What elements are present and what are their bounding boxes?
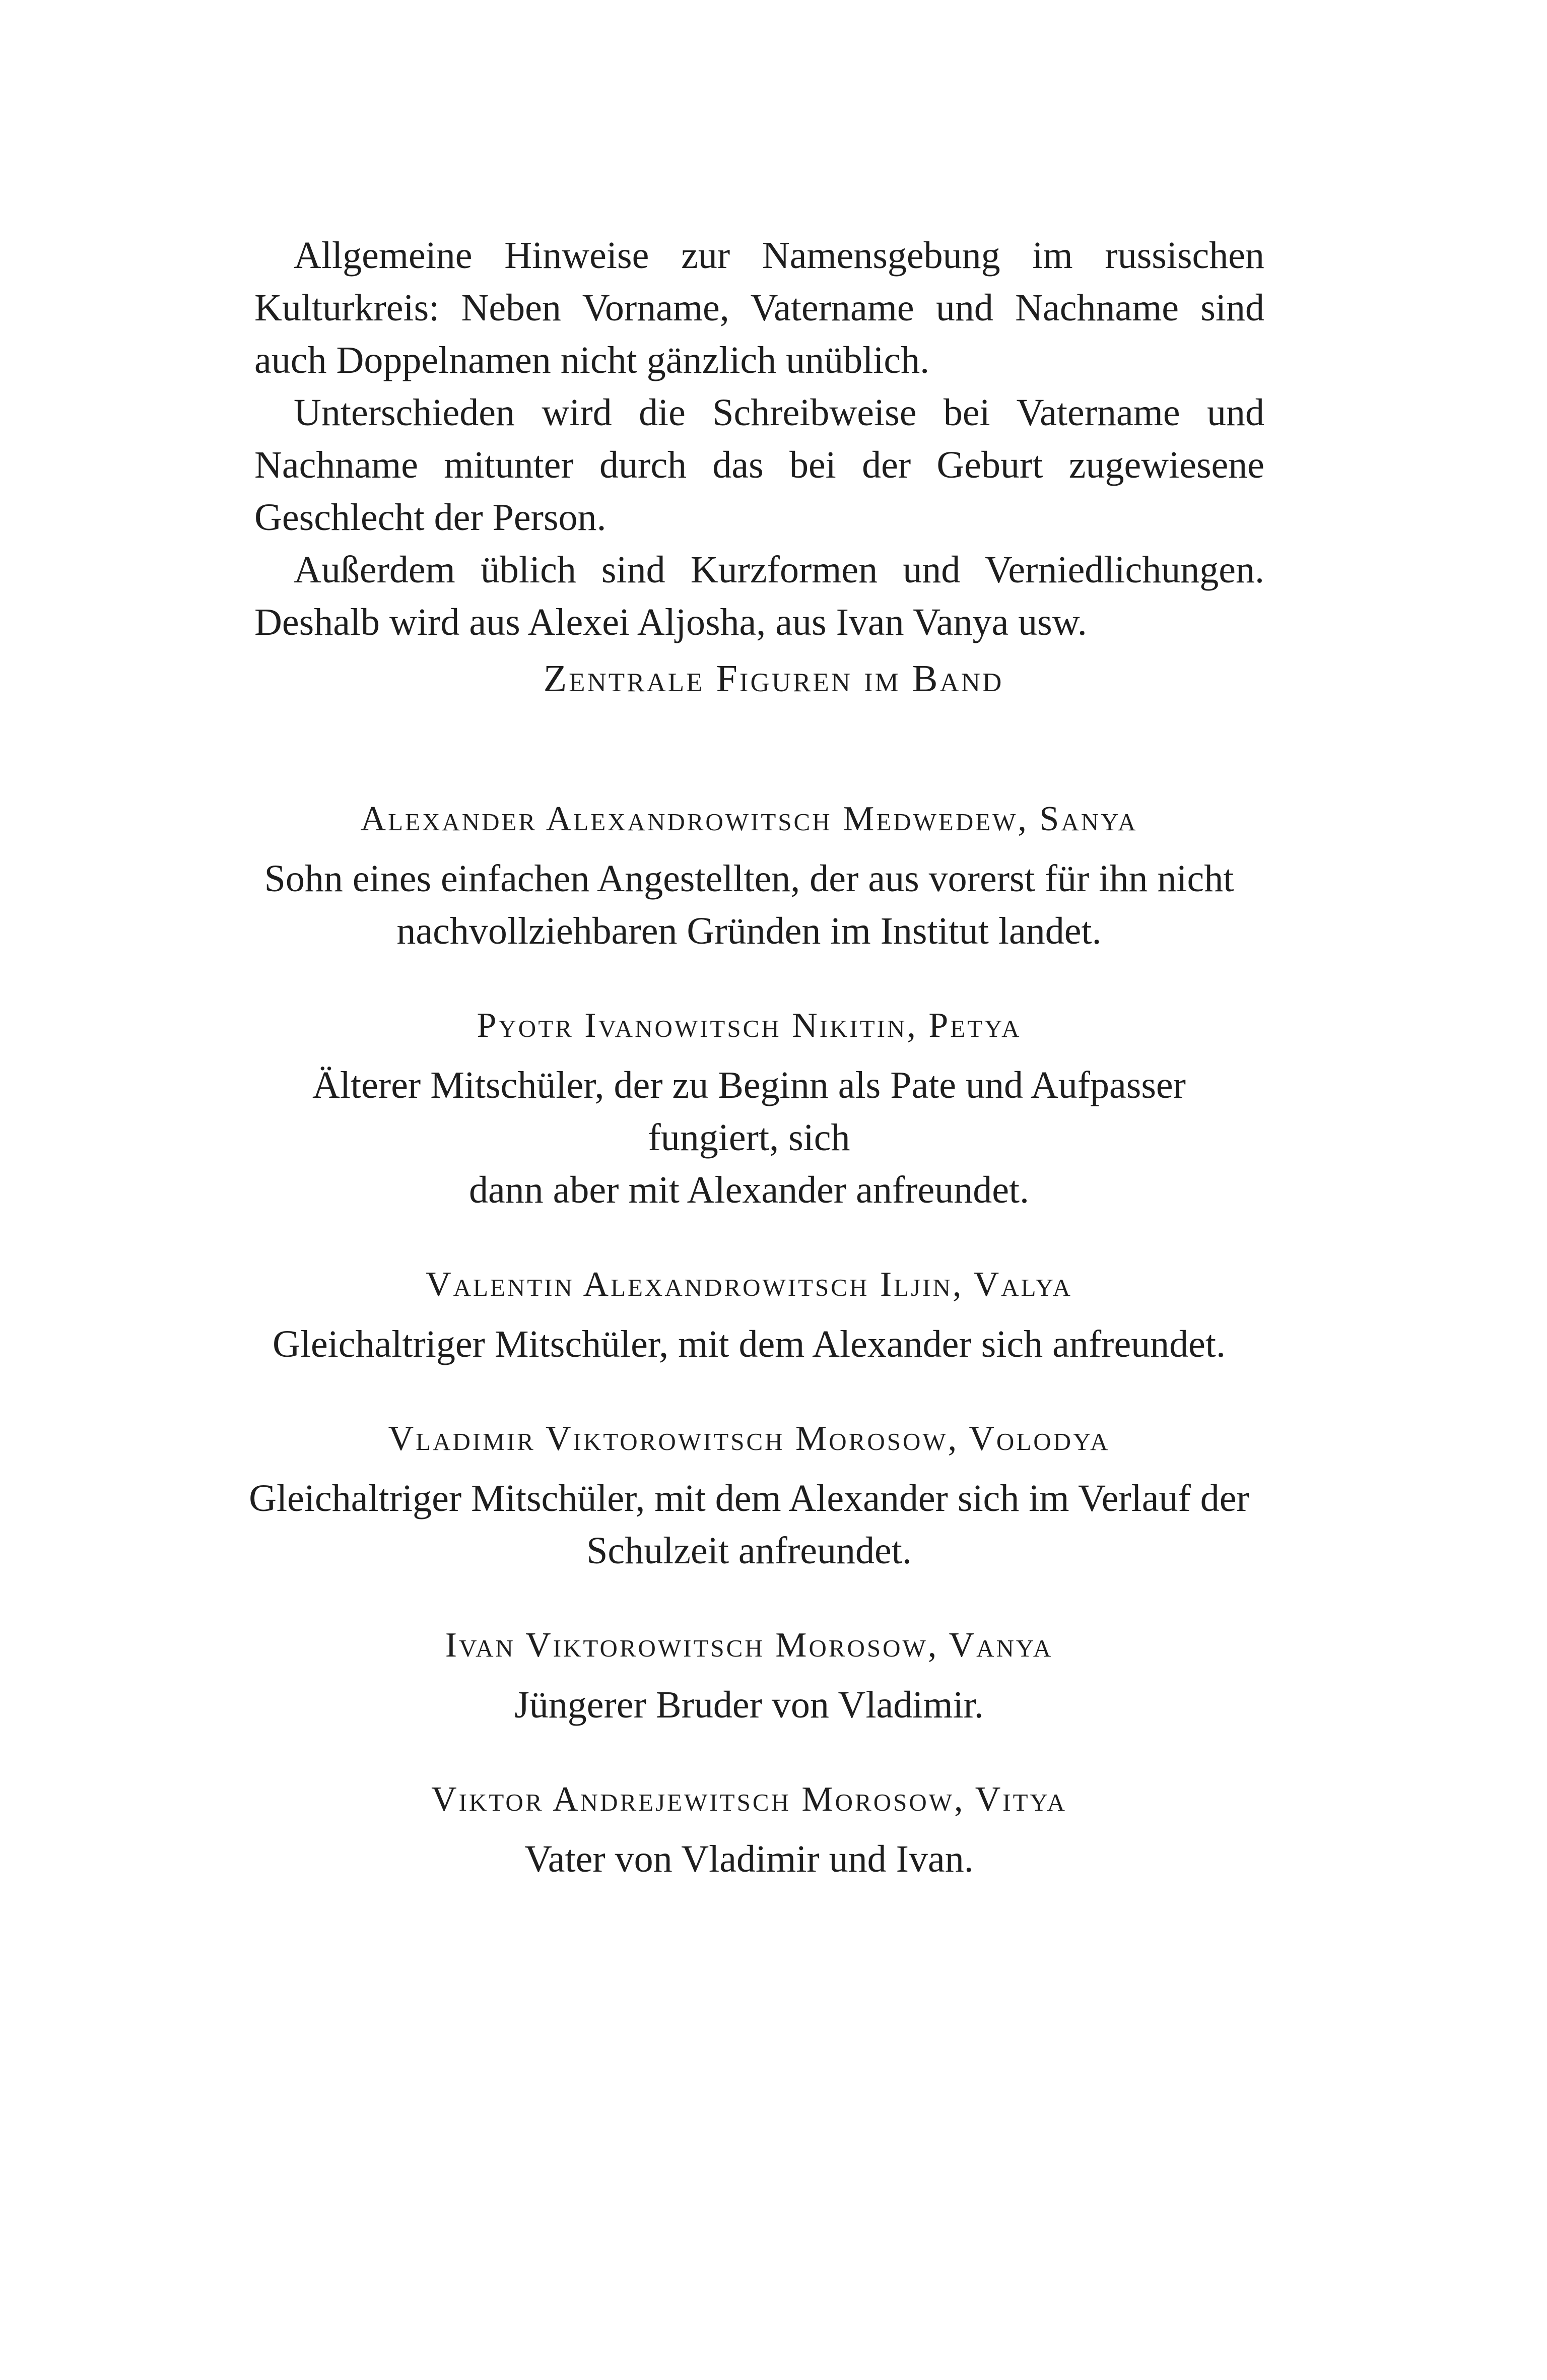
figure-description <box>245 852 1253 957</box>
figure-description <box>245 1679 1253 1731</box>
figure-description-line: Gleichaltriger Mitschüler, mit dem Alexander sich anfreundet. <box>272 1323 1226 1365</box>
figure-description <box>245 1833 1253 1885</box>
figure-name: Pyotr Ivanowitsch Nikitin, Petya <box>477 1006 1022 1045</box>
figure-description-line: Sohn eines einfachen Angestellten, der aus vorerst für ihn nicht <box>264 857 1234 900</box>
figure-name: Viktor Andrejewitsch Morosow, Vitya <box>431 1780 1067 1819</box>
figure-description-line: dann aber mit Alexander anfreundet. <box>468 1169 1030 1211</box>
intro-paragraph: Unterschieden wird die Schreibweise bei Vatername und Nachname mitunter durch das bei der Geburt zugewiesene Geschlecht der Person. <box>254 391 1264 539</box>
figure-description-line: Gleichaltriger Mitschüler, mit dem Alexander sich im Verlauf der <box>249 1477 1249 1519</box>
figure-description <box>245 1059 1253 1216</box>
figure-entry <box>0 1000 1498 1216</box>
section-heading: Zentrale Figuren im Band <box>543 657 1004 700</box>
figures-list <box>0 793 1498 1928</box>
intro-paragraph: Allgemeine Hinweise zur Namensgebung im russischen Kulturkreis: Neben Vorname, Vatername und Nachname sind auch Doppelnamen nicht gänzlich unüblich. <box>254 234 1264 381</box>
figure-name: Valentin Alexandrowitsch Iljin, Valya <box>426 1265 1072 1304</box>
figure-description-line: nachvollziehbaren Gründen im Institut landet. <box>396 910 1102 952</box>
figure-name: Alexander Alexandrowitsch Medwedew, Sanya <box>360 800 1138 838</box>
figure-description-line: Vater von Vladimir und Ivan. <box>524 1838 974 1880</box>
figure-description-line: Älterer Mitschüler, der zu Beginn als Pate und Aufpasser fungiert, sich <box>312 1064 1186 1159</box>
figure-description <box>245 1472 1253 1577</box>
figure-name: Ivan Viktorowitsch Morosow, Vanya <box>445 1626 1053 1665</box>
figure-entry <box>0 1773 1498 1885</box>
intro-section <box>254 229 1264 648</box>
figure-description-line: Schulzeit anfreundet. <box>586 1530 912 1572</box>
intro-paragraph: Außerdem üblich sind Kurzformen und Verniedlichungen. Deshalb wird aus Alexei Aljosha, aus Ivan Vanya usw. <box>254 549 1264 643</box>
figure-entry <box>0 793 1498 957</box>
figure-description <box>245 1318 1253 1370</box>
figure-entry <box>0 1619 1498 1731</box>
figure-entry <box>0 1259 1498 1370</box>
figure-name: Vladimir Viktorowitsch Morosow, Volodya <box>388 1419 1110 1458</box>
figure-description-line: Jüngerer Bruder von Vladimir. <box>514 1684 984 1726</box>
figure-entry <box>0 1413 1498 1577</box>
